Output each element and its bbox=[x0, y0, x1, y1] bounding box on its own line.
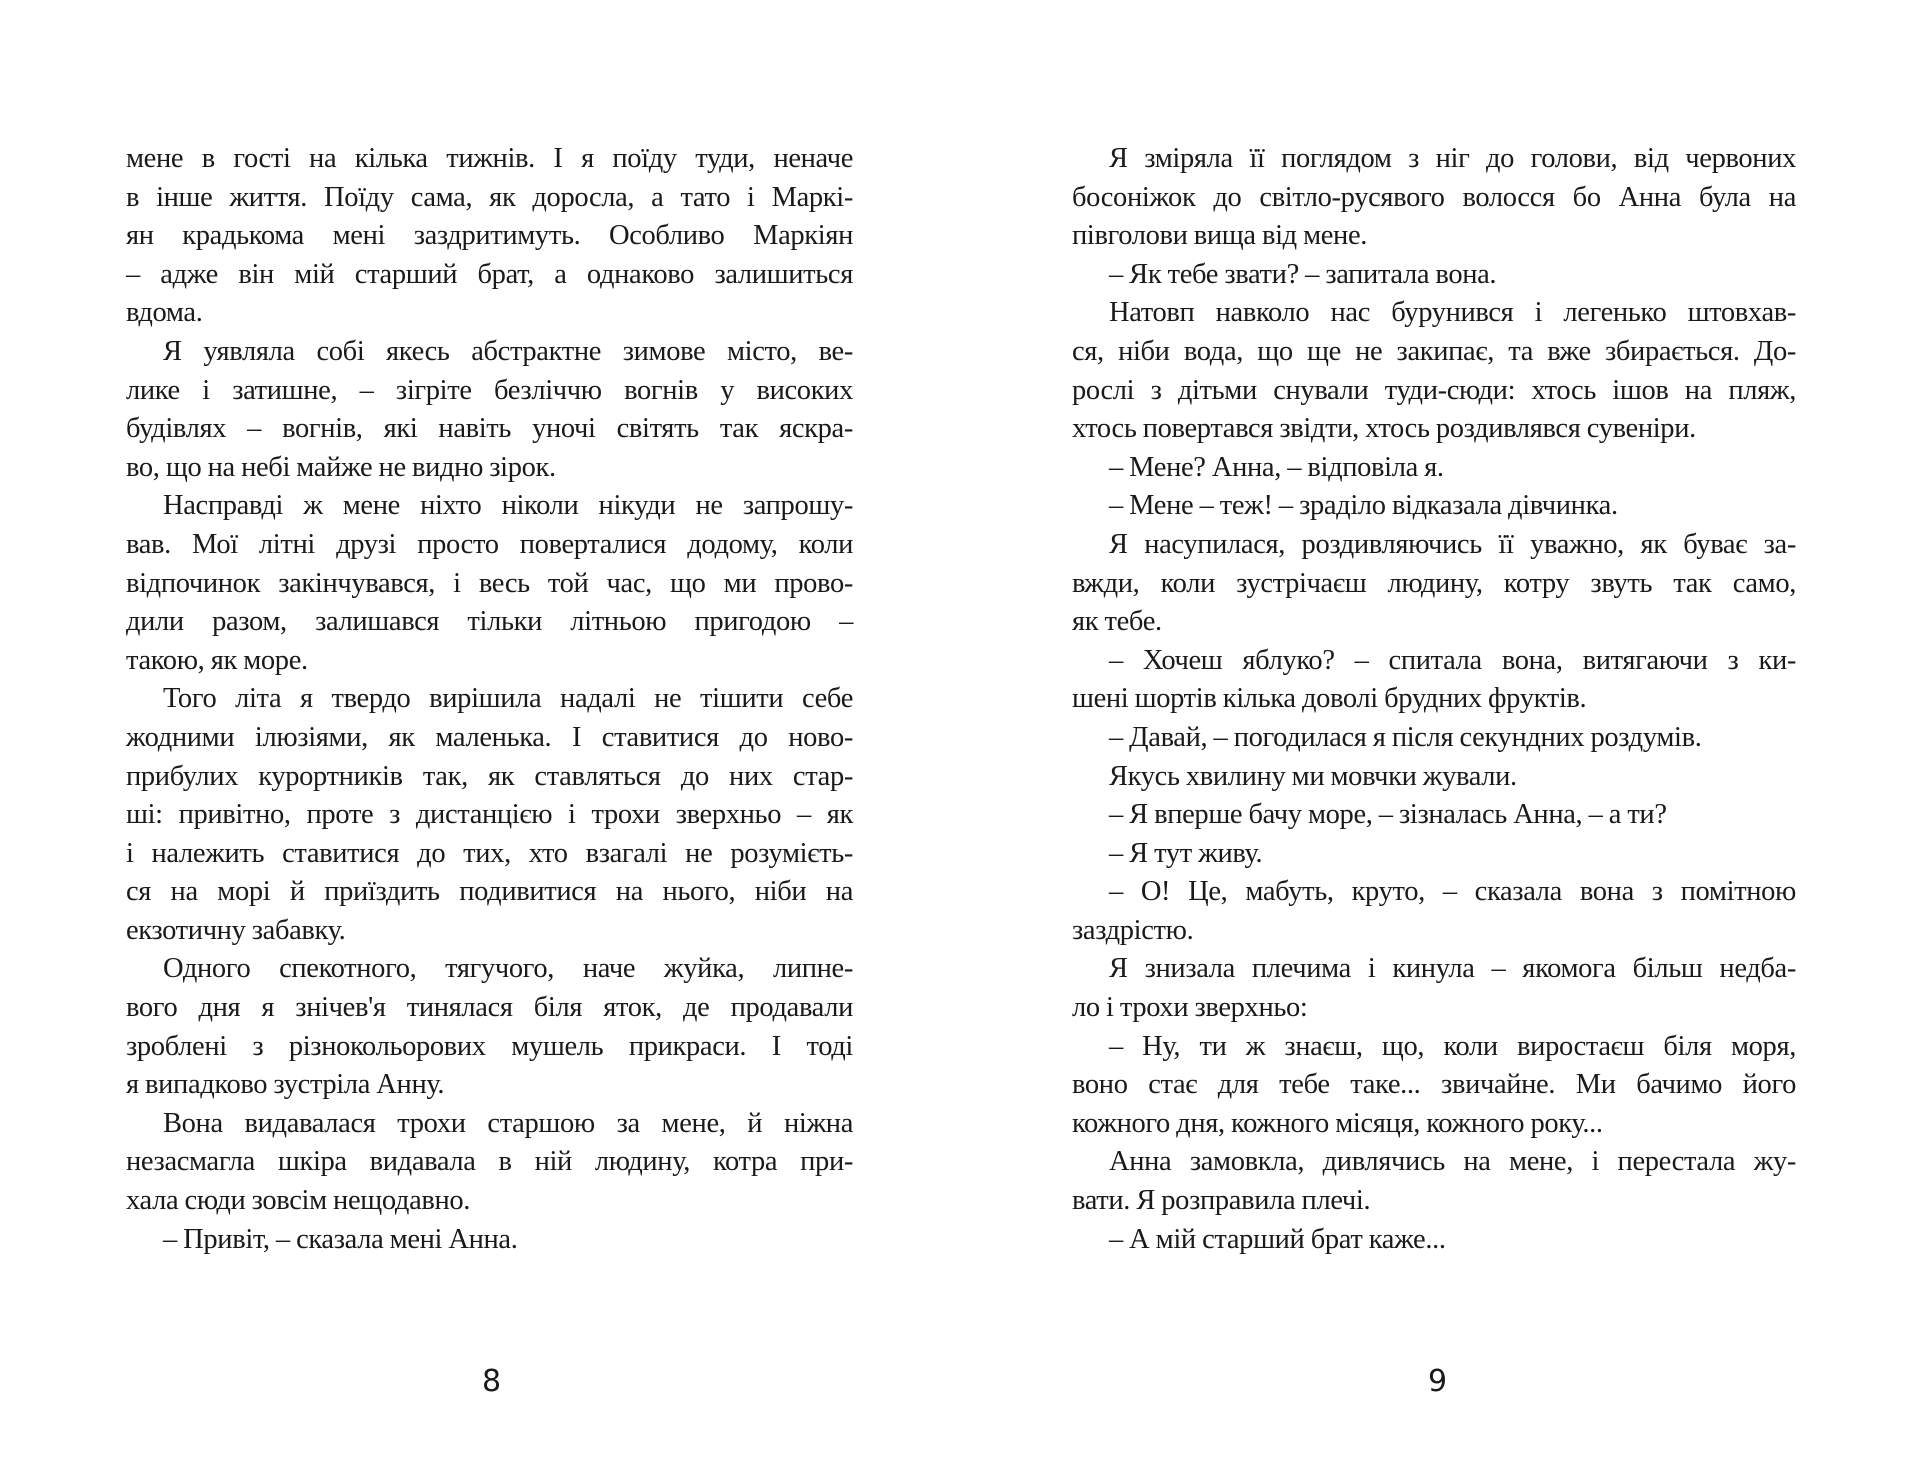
text-line: вав. Мої літні друзі просто поверталися додому, коли bbox=[126, 528, 853, 560]
text-line: Одного спекотного, тягучого, наче жуйка, липне- bbox=[163, 953, 853, 985]
text-line: і належить ставитися до тих, хто взагалі не розумієть- bbox=[126, 837, 853, 869]
text-line: – Мене? Анна, – відповіла я. bbox=[1109, 451, 1444, 483]
text-line: – Мене – теж! – зраділо відказала дівчинка. bbox=[1109, 490, 1618, 522]
text-line: лике і затишне, – зігріте безліччю вогнів у високих bbox=[126, 374, 853, 406]
text-line: кожного дня, кожного місяця, кожного року... bbox=[1072, 1107, 1603, 1139]
text-line: Я знизала плечима і кинула – якомога більш недба- bbox=[1109, 953, 1796, 985]
text-line: Насправді ж мене ніхто ніколи нікуди не запрошу- bbox=[163, 490, 853, 522]
text-line: прибулих курортників так, як ставляться до них стар- bbox=[126, 760, 853, 792]
text-line: вати. Я розправила плечі. bbox=[1072, 1185, 1371, 1217]
text-line: зроблені з різнокольорових мушель прикраси. І тоді bbox=[126, 1030, 853, 1062]
text-line: відпочинок закінчувався, і весь той час, що ми прово- bbox=[126, 567, 853, 599]
text-line: ся, ніби вода, що ще не закипає, та вже збирається. До- bbox=[1072, 335, 1796, 367]
text-line: екзотичну забавку. bbox=[126, 914, 346, 946]
text-line: – Хочеш яблуко? – спитала вона, витягаючи з ки- bbox=[1109, 644, 1796, 676]
text-line: як тебе. bbox=[1072, 606, 1162, 638]
text-line: Натовп навколо нас бурунився і легенько штовхав- bbox=[1109, 297, 1796, 329]
text-line: мене в гості на кілька тижнів. І я поїду туди, неначе bbox=[126, 143, 853, 174]
text-line: Якусь хвилину ми мовчки жували. bbox=[1109, 760, 1517, 792]
text-line: Я зміряла її поглядом з ніг до голови, від червоних bbox=[1109, 143, 1796, 174]
text-line: хтось повертався звідти, хтось роздивлявся сувеніри. bbox=[1072, 413, 1696, 445]
text-line: Я уявляла собі якесь абстрактне зимове місто, ве- bbox=[163, 335, 853, 367]
text-line: заздрістю. bbox=[1072, 914, 1194, 946]
text-line: Я насупилася, роздивляючись її уважно, як буває за- bbox=[1109, 528, 1796, 560]
right-page bbox=[960, 0, 1920, 1477]
page-number-left: 8 bbox=[482, 1364, 502, 1399]
text-line: – Як тебе звати? – запитала вона. bbox=[1109, 258, 1497, 290]
text-line: в інше життя. Поїду сама, як доросла, а тато і Маркі- bbox=[126, 181, 853, 213]
page-number-right: 9 bbox=[1428, 1364, 1448, 1399]
text-line: шені шортів кілька доволі брудних фруктів. bbox=[1072, 683, 1587, 715]
text-line: дили разом, залишався тільки літньою пригодою – bbox=[126, 606, 853, 638]
text-line: Того літа я твердо вирішила надалі не тішити себе bbox=[163, 683, 853, 715]
text-line: я випадково зустріла Анну. bbox=[126, 1069, 445, 1101]
text-line: незасмагла шкіра видавала в ній людину, котра при- bbox=[126, 1146, 853, 1178]
text-line: босоніжок до світло-русявого волосся бо Анна була на bbox=[1072, 181, 1796, 213]
text-line: будівлях – вогнів, які навіть уночі світять так яскра- bbox=[126, 413, 853, 445]
text-line: воно стає для тебе таке... звичайне. Ми бачимо його bbox=[1072, 1069, 1796, 1101]
text-line: – адже він мій старший брат, а однаково залишиться bbox=[126, 258, 853, 290]
text-line: вдома. bbox=[126, 297, 203, 329]
text-line: во, що на небі майже не видно зірок. bbox=[126, 451, 556, 483]
text-line: ло і трохи зверхньо: bbox=[1072, 992, 1308, 1024]
text-line: – Привіт, – сказала мені Анна. bbox=[163, 1223, 518, 1255]
text-line: – О! Це, мабуть, круто, – сказала вона з помітною bbox=[1109, 876, 1796, 908]
text-line: вого дня я знічев'я тинялася біля яток, де продавали bbox=[126, 992, 853, 1024]
text-line: ші: привітно, проте з дистанцією і трохи зверхньо – як bbox=[126, 799, 853, 831]
text-line: – Я вперше бачу море, – зізналась Анна, – а ти? bbox=[1109, 799, 1667, 831]
text-line: хала сюди зовсім нещодавно. bbox=[126, 1185, 471, 1217]
text-line: півголови вища від мене. bbox=[1072, 220, 1368, 252]
right-page-text bbox=[1072, 140, 1796, 1259]
text-line: ся на морі й приїздить подивитися на нього, ніби на bbox=[126, 876, 853, 908]
text-line: жодними ілюзіями, як маленька. І ставитися до ново- bbox=[126, 721, 853, 753]
left-page-text bbox=[126, 140, 853, 1259]
text-line: рослі з дітьми снували туди-сюди: хтось ішов на пляж, bbox=[1072, 374, 1796, 406]
text-line: Анна замовкла, дивлячись на мене, і перестала жу- bbox=[1109, 1146, 1796, 1178]
text-line: – Я тут живу. bbox=[1109, 837, 1263, 869]
text-line: – Ну, ти ж знаєш, що, коли виростаєш біля моря, bbox=[1109, 1030, 1796, 1062]
text-line: Вона видавалася трохи старшою за мене, й ніжна bbox=[163, 1107, 853, 1139]
text-line: ян крадькома мені заздритимуть. Особливо Маркіян bbox=[126, 220, 853, 252]
text-line: – А мій старший брат каже... bbox=[1109, 1223, 1446, 1255]
text-line: вжди, коли зустрічаєш людину, котру звуть так само, bbox=[1072, 567, 1796, 599]
text-line: – Давай, – погодилася я після секундних роздумів. bbox=[1109, 721, 1702, 753]
text-line: такою, як море. bbox=[126, 644, 308, 676]
